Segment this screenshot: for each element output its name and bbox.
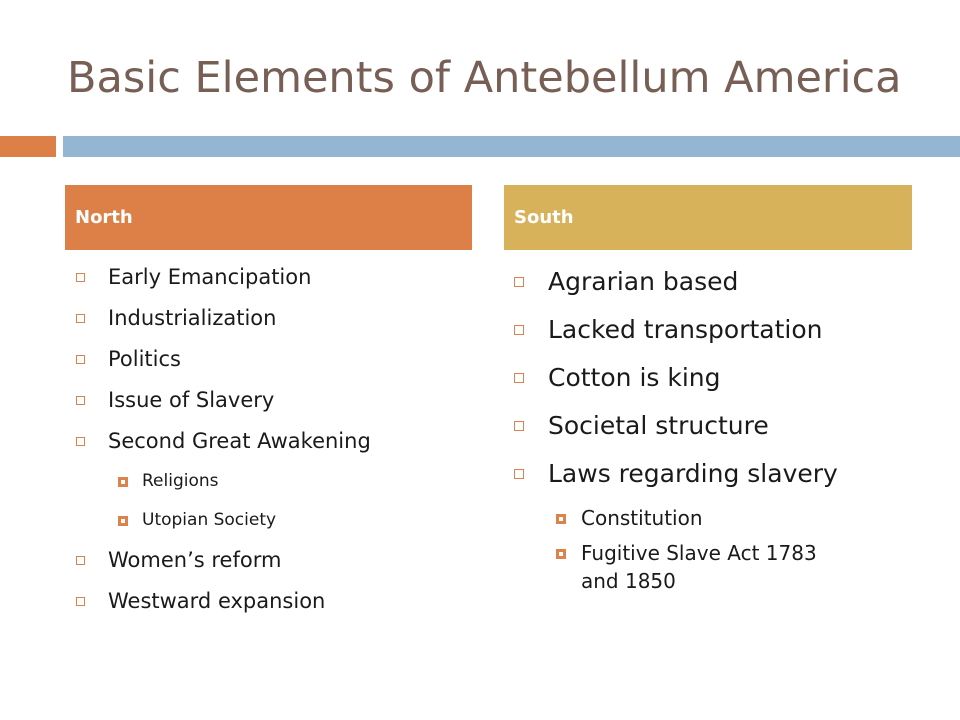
square-bullet-icon — [514, 469, 524, 479]
sub-list-item-text: Utopian Society — [142, 510, 277, 530]
square-bullet-icon — [514, 325, 524, 335]
list-item-text: Early Emancipation — [108, 265, 312, 289]
list-item-text: Issue of Slavery — [108, 388, 275, 412]
sub-list-item-text: Fugitive Slave Act 1783 and 1850 — [581, 541, 817, 593]
square-bullet-icon — [514, 421, 524, 431]
filled-square-bullet-icon — [556, 549, 566, 559]
list-item — [514, 258, 841, 306]
list-item-text: Societal structure — [548, 411, 769, 440]
square-bullet-icon — [76, 437, 85, 446]
list-item — [76, 540, 371, 581]
list-item — [76, 298, 371, 339]
north-header-label: North — [75, 207, 133, 228]
list-item-text: Agrarian based — [548, 267, 739, 296]
sub-list-item — [76, 501, 371, 540]
sub-list-item-text: Constitution — [581, 506, 703, 530]
list-item — [514, 450, 841, 498]
list-item-text: Westward expansion — [108, 589, 326, 613]
filled-square-bullet-icon — [118, 516, 128, 526]
sub-list-item — [514, 539, 841, 595]
sub-list-item-text: Religions — [142, 471, 219, 491]
south-list — [514, 258, 841, 595]
list-item-text: Women’s reform — [108, 548, 282, 572]
square-bullet-icon — [76, 273, 85, 282]
square-bullet-icon — [514, 277, 524, 287]
list-item — [514, 306, 841, 354]
south-header — [504, 185, 912, 250]
list-item-text: Industrialization — [108, 306, 277, 330]
slide-title: Basic Elements of Antebellum America — [67, 53, 902, 103]
filled-square-bullet-icon — [118, 477, 128, 487]
accent-bar-orange — [0, 136, 56, 157]
list-item-text: Cotton is king — [548, 363, 721, 392]
list-item — [76, 581, 371, 622]
list-item-text: Lacked transportation — [548, 315, 823, 344]
list-item-text: Politics — [108, 347, 181, 371]
list-item-text: Laws regarding slavery — [548, 459, 838, 488]
sub-list-item — [76, 462, 371, 501]
sub-list-item — [514, 504, 841, 533]
list-item — [514, 402, 841, 450]
accent-bar-blue — [63, 136, 960, 157]
list-item — [76, 380, 371, 421]
list-item — [514, 354, 841, 402]
north-list — [76, 257, 371, 622]
square-bullet-icon — [76, 314, 85, 323]
list-item-text: Second Great Awakening — [108, 429, 371, 453]
south-header-label: South — [514, 207, 574, 228]
square-bullet-icon — [76, 556, 85, 565]
list-item — [76, 421, 371, 462]
list-item — [76, 339, 371, 380]
filled-square-bullet-icon — [556, 514, 566, 524]
square-bullet-icon — [76, 396, 85, 405]
list-item — [76, 257, 371, 298]
square-bullet-icon — [76, 355, 85, 364]
square-bullet-icon — [76, 597, 85, 606]
north-header — [65, 185, 472, 250]
square-bullet-icon — [514, 373, 524, 383]
